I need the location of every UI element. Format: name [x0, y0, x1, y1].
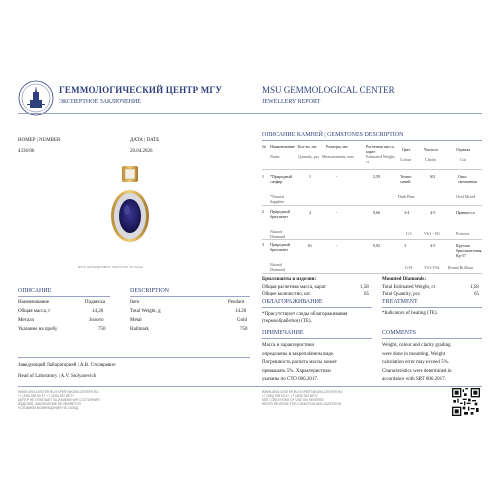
col-num-header: №: [262, 144, 266, 149]
mounted-ru-title: Бриллианты в изделии:: [262, 277, 317, 282]
mounted-en-weight-label: Total Estimated Weight, ct: [382, 285, 436, 290]
footer-divider: [18, 386, 482, 387]
footer-right-line: +7 (495) 939 50 47, +7 (495) 932 89 27: [262, 394, 318, 398]
footer-left-line: ИЗДЕЛИЯ, ЗАКЛЮЧЕНИЕ НЕ ЯВЛЯЕТСЯ: [18, 402, 81, 406]
mounted-en-weight-value: 1,58: [470, 285, 479, 290]
row2-color-en: G-I: [406, 231, 412, 236]
msu-logo-icon: [18, 80, 54, 116]
mounted-en-qty-value: 65: [474, 292, 479, 297]
footer-left-line: УСЛОВИЕМ ВОЗВРАЩЕНИЯ НА СКЛАД: [18, 406, 79, 410]
desc-en-weight-label: Total Weight, g: [130, 309, 161, 314]
row1-clarity: SI1: [430, 174, 436, 179]
row3-color-en: G-H: [405, 265, 413, 270]
desc-en-metal-value: Gold: [237, 318, 247, 323]
comments-en-title: COMMENTS: [382, 330, 417, 336]
photo-caption: ФОТО НЕ МАСШТАБНО | PHOTO NOT TO SCALE: [78, 265, 144, 269]
row2-qty: 4: [309, 210, 311, 215]
col-cut-header: Огранка: [456, 147, 471, 152]
mounted-en-qty-label: Total Quantity, pcs: [382, 292, 420, 297]
col-size-en-header: Measurements, mm: [322, 154, 354, 159]
pendant-photo: [55, 160, 205, 260]
row1-size: -: [336, 174, 338, 179]
col-clarity-en-header: Clarity: [425, 157, 437, 162]
row3-name-en: Natural Diamond: [270, 262, 285, 272]
desc-ru-weight-value: 14,26: [92, 309, 104, 314]
col-name-en-header: Name: [270, 154, 280, 159]
col-size-header: Размеры, мм: [326, 144, 348, 149]
header-title-ru: ГЕММОЛОГИЧЕСКИЙ ЦЕНТР МГУ: [59, 85, 223, 95]
mounted-ru-qty-label: Общее количество, шт.: [262, 292, 311, 297]
col-name-header: Наименование: [270, 144, 295, 149]
row2-divider: [262, 239, 482, 240]
row1-color: Темно-синий: [400, 174, 413, 184]
treatment-en-title: TREATMENT: [382, 299, 418, 305]
col-color-header: Цвет: [402, 147, 411, 152]
comments-ru-line: превышать 5%. Характеристики: [262, 368, 331, 374]
row2-cut: Принцесса: [456, 210, 475, 215]
gemstones-title: ОПИСАНИЕ КАМНЕЙ | GEMSTONES DESCRIPTION: [262, 132, 404, 138]
row1-name-en: *Natural Sapphire: [270, 194, 285, 204]
mounted-ru-weight-value: 1,58: [360, 285, 369, 290]
desc-en-hallmark-label: Hallmark: [130, 327, 149, 332]
signature-divider: [18, 357, 250, 358]
treatment-ru-title: ОБЛАГОРАЖИВАНИЕ: [262, 299, 323, 305]
desc-en-item-label: Item: [130, 300, 140, 305]
row2-size: -: [336, 210, 338, 215]
table-header-divider: [262, 169, 482, 170]
row2-cut-en: Princess: [456, 231, 470, 236]
mounted-ru-weight-label: Общая расчетная масса, карат: [262, 285, 326, 290]
date-label: ДАТА | DATE: [130, 138, 160, 143]
header-divider: [18, 113, 482, 114]
desc-en-hallmark-value: 750: [240, 327, 248, 332]
signature-en: Head of Laboratory | A.V. Stolyarevich: [18, 374, 97, 379]
desc-en-metal-label: Metal: [130, 318, 142, 323]
comments-ru-text: [262, 342, 337, 385]
comments-en-line: calculation error may exceed 5%.: [382, 360, 450, 365]
row3-qty: 61: [308, 243, 312, 248]
qr-code-icon: [452, 388, 480, 416]
col-weight-en-header: Estimated Weight, ct: [366, 154, 396, 164]
col-color-en-header: Colour: [400, 157, 412, 162]
date-value: 20.04.2026: [130, 149, 153, 154]
description-ru-title: ОПИСАНИЕ: [18, 288, 52, 294]
footer-left-line: WWW.GEM-CENTER.RU EXPERT@GEM-CENTER.RU: [18, 390, 99, 394]
row2-clarity: 4-5: [430, 210, 436, 215]
comments-en-line: Characteristics were determined in: [382, 368, 452, 374]
row3-size: -: [336, 243, 338, 248]
row3-clarity: 4-5: [430, 243, 436, 248]
header-subtitle-en: JEWELLERY REPORT: [262, 99, 321, 105]
header-title-en: MSU GEMMOLOGICAL CENTER: [262, 85, 395, 95]
footer-left-line: ЦЕНТР НЕ ОТВЕЧАЕТ ЗА ИЗМЕНЕНИЯ СОСТОЯНИЯ: [18, 398, 100, 402]
treatment-en-text: *Indicators of heating (TE).: [382, 311, 438, 316]
number-value: 4336\96: [18, 149, 35, 154]
comments-en-line: Weight, colour and clarity grading: [382, 343, 451, 348]
footer-left-line: +7 (495) 939 50 47, +7 (495) 932 89 27: [18, 394, 74, 398]
description-ru-divider: [18, 296, 110, 297]
col-cut-en-header: Cut: [460, 157, 466, 162]
row1-name: *Природный сапфир: [270, 174, 292, 184]
row3-cut: Круглая бриллиантовая, Кр-57: [456, 243, 483, 258]
row2-color: 3-4: [404, 210, 410, 215]
desc-ru-metal-value: Золото: [89, 318, 104, 323]
col-weight-header: Расчетная масса, карат: [366, 144, 395, 154]
mounted-ru-qty-value: 65: [364, 292, 369, 297]
desc-ru-metal-label: Металл: [18, 318, 35, 323]
desc-en-weight-value: 14.26: [235, 309, 247, 314]
col-clarity-header: Чистота: [424, 147, 438, 152]
desc-ru-weight-label: Общая масса, г: [18, 309, 51, 314]
footer-right-line: WWW.GEM-CENTER.RU EXPERT@GEM-CENTER.RU: [262, 390, 343, 394]
gemstones-divider: [262, 140, 482, 141]
footer-right: [262, 390, 342, 406]
signature-ru: Заведующий Лабораторией | А.В. Столяревич: [18, 363, 116, 368]
row3-divider: [262, 273, 482, 274]
row1-divider: [262, 205, 482, 206]
footer-right-line: SEE CONDITIONS OF USE ON REVERSE: [262, 398, 324, 402]
col-qty-en-header: Quantity, pcs: [298, 154, 320, 159]
row2-weight: 0,66: [373, 210, 380, 215]
row3-name: Природный бриллиант: [270, 242, 290, 252]
description-en-divider: [130, 296, 250, 297]
row1-num: 1: [262, 174, 264, 179]
row3-num: 3: [262, 242, 264, 247]
desc-ru-hallmark-label: Указание на пробу: [18, 327, 58, 332]
row1-weight: 2,59: [373, 174, 380, 179]
row2-name: Природный бриллиант: [270, 209, 290, 219]
desc-ru-hallmark-value: 750: [98, 327, 106, 332]
comments-ru-divider: [262, 338, 372, 339]
comments-ru-line: определены в закреплённом виде.: [262, 351, 335, 357]
row3-weight: 0,92: [373, 243, 380, 248]
comments-ru-line: указаны по СТО 006.2017.: [262, 377, 319, 382]
comments-ru-title: ПРИМЕЧАНИЕ: [262, 330, 304, 336]
treatment-en-divider: [382, 307, 482, 308]
comments-ru-line: Масса и характеристики: [262, 343, 315, 348]
row1-cut-en: Oval Mixed: [456, 194, 476, 199]
footer-left: [18, 390, 99, 410]
desc-en-item-value: Pendant: [228, 300, 245, 305]
comments-en-line: accordance with SRT 006.2017.: [382, 377, 446, 382]
treatment-ru-divider: [262, 307, 372, 308]
row2-num: 2: [262, 209, 264, 214]
row2-name-en: Natural Diamond: [270, 229, 285, 239]
row1-color-en: Dark Blue: [398, 194, 415, 199]
description-en-title: DESCRIPTION: [130, 288, 170, 294]
comments-ru-line: Погрешность расчета массы может: [262, 360, 337, 365]
number-label: НОМЕР | NUMBER: [18, 138, 61, 143]
row1-cut: Овал смешанная: [458, 174, 477, 184]
comments-en-divider: [382, 338, 482, 339]
comments-en-line: were done in mounting. Weight: [382, 351, 445, 357]
row3-cut-en: Round Brilliant: [448, 265, 473, 270]
footer-right-line: REFER REVERSE FOR CONDITION AND LIMITATION: [262, 402, 342, 406]
treatment-ru-text: *Присутствуют следы облагораживания (термообработки) (ТЕ).: [262, 312, 348, 324]
comments-en-text: [382, 342, 452, 385]
header-subtitle-ru: ЭКСПЕРТНОЕ ЗАКЛЮЧЕНИЕ: [59, 99, 141, 105]
row2-clarity-en: VS1 - SI1: [424, 231, 441, 236]
row3-color: 3: [404, 243, 406, 248]
col-qty-header: Кол-во, шт.: [298, 144, 318, 149]
desc-ru-item-label: Наименование: [18, 300, 50, 305]
mounted-en-title: Mounted Diamonds:: [382, 277, 427, 282]
row1-qty: 1: [309, 174, 311, 179]
desc-ru-item-value: Подвеска: [85, 300, 105, 305]
row3-clarity-en: VS1-VS2: [424, 265, 440, 270]
